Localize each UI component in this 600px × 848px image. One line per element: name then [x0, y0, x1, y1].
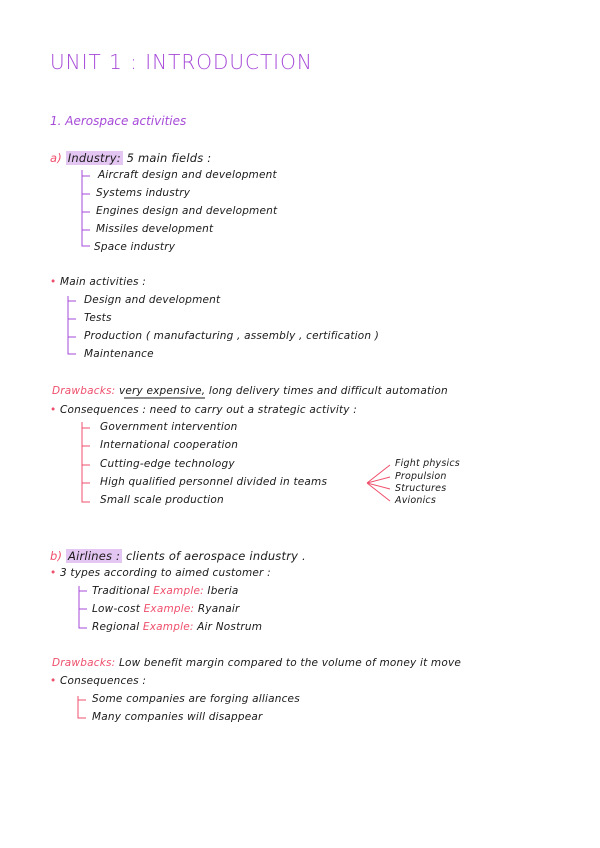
main-activity-2: Tests: [84, 312, 112, 324]
industry-label: Industry:: [67, 151, 121, 165]
consequence-3: Cutting-edge technology: [100, 458, 235, 470]
main-activities-line: [50, 276, 146, 288]
airline-type-2-name: Low-cost: [92, 603, 141, 615]
section-heading: 1. Aerospace activities: [50, 114, 187, 128]
airline-type-2-example: Ryanair: [197, 603, 240, 615]
airlines-prefix: b): [50, 549, 63, 563]
airline-type-1-name: Traditional: [92, 585, 150, 597]
drawbacks-1-line: [52, 385, 448, 397]
consequence-2: International cooperation: [100, 439, 239, 451]
airline-type-1-example-label: Example:: [153, 585, 204, 597]
consequences-2-line: [50, 675, 146, 687]
industry-text: 5 main fields :: [126, 151, 212, 165]
airline-type-3-name: Regional: [92, 621, 140, 633]
consequences-2-label: Consequences :: [59, 675, 147, 687]
consequence-5: Small scale production: [100, 494, 224, 506]
industry-prefix: a): [50, 151, 62, 165]
team-3: Structures: [395, 483, 447, 494]
industry-line: [50, 151, 211, 165]
drawbacks-1-emph: very expensive: [118, 385, 202, 397]
airlines-line: [50, 549, 306, 563]
airline-type-3-example-label: Example:: [142, 621, 194, 633]
industry-item-1: Aircraft design and development: [98, 169, 277, 181]
airline-type-3-example: Air Nostrum: [197, 621, 263, 633]
industry-item-2: Systems industry: [96, 187, 191, 199]
main-activity-3: Production ( manufacturing , assembly , certification ): [84, 330, 380, 342]
airline-types-line: [50, 567, 271, 579]
consequences-1-bullet: •: [50, 404, 57, 416]
main-activities-bullet: •: [50, 276, 57, 288]
industry-item-5: Space industry: [94, 241, 176, 253]
drawbacks-1-label: Drawbacks:: [52, 385, 116, 397]
drawbacks-2-line: [52, 657, 461, 669]
main-activities-label: Main activities :: [59, 276, 146, 288]
consequence-2-1: Some companies are forging alliances: [92, 693, 300, 705]
airline-type-1-example: Iberia: [207, 585, 239, 597]
airline-type-2-example-label: Example:: [143, 603, 195, 615]
drawbacks-2-rest: Low benefit margin compared to the volume of money it move: [118, 657, 462, 669]
main-activity-1: Design and development: [84, 294, 221, 306]
main-activity-4: Maintenance: [84, 348, 154, 360]
consequences-1-text: Consequences : need to carry out a strategic activity :: [59, 404, 357, 416]
airline-types-text: 3 types according to aimed customer :: [59, 567, 271, 579]
airlines-text: clients of aerospace industry .: [125, 549, 306, 563]
airline-type-1: [92, 585, 239, 597]
consequence-1: Government intervention: [100, 421, 238, 433]
airline-type-2: [92, 603, 240, 615]
industry-item-4: Missiles development: [96, 223, 214, 235]
consequences-1-line: [50, 404, 357, 416]
drawbacks-1-rest: , long delivery times and difficult automation: [201, 385, 448, 397]
airline-type-3: [92, 621, 262, 633]
drawbacks-2-label: Drawbacks:: [52, 657, 116, 669]
page-title: UNIT 1 : INTRODUCTION: [50, 50, 313, 74]
airline-types-bullet: •: [50, 567, 57, 579]
consequence-4: High qualified personnel divided in teams: [100, 476, 328, 488]
consequence-2-2: Many companies will disappear: [92, 711, 263, 723]
team-2: Propulsion: [395, 471, 447, 482]
consequences-2-bullet: •: [50, 675, 57, 687]
airlines-label: Airlines :: [68, 549, 121, 563]
team-4: Avionics: [395, 495, 437, 506]
team-1: Fight physics: [395, 458, 460, 469]
industry-item-3: Engines design and development: [96, 205, 278, 217]
